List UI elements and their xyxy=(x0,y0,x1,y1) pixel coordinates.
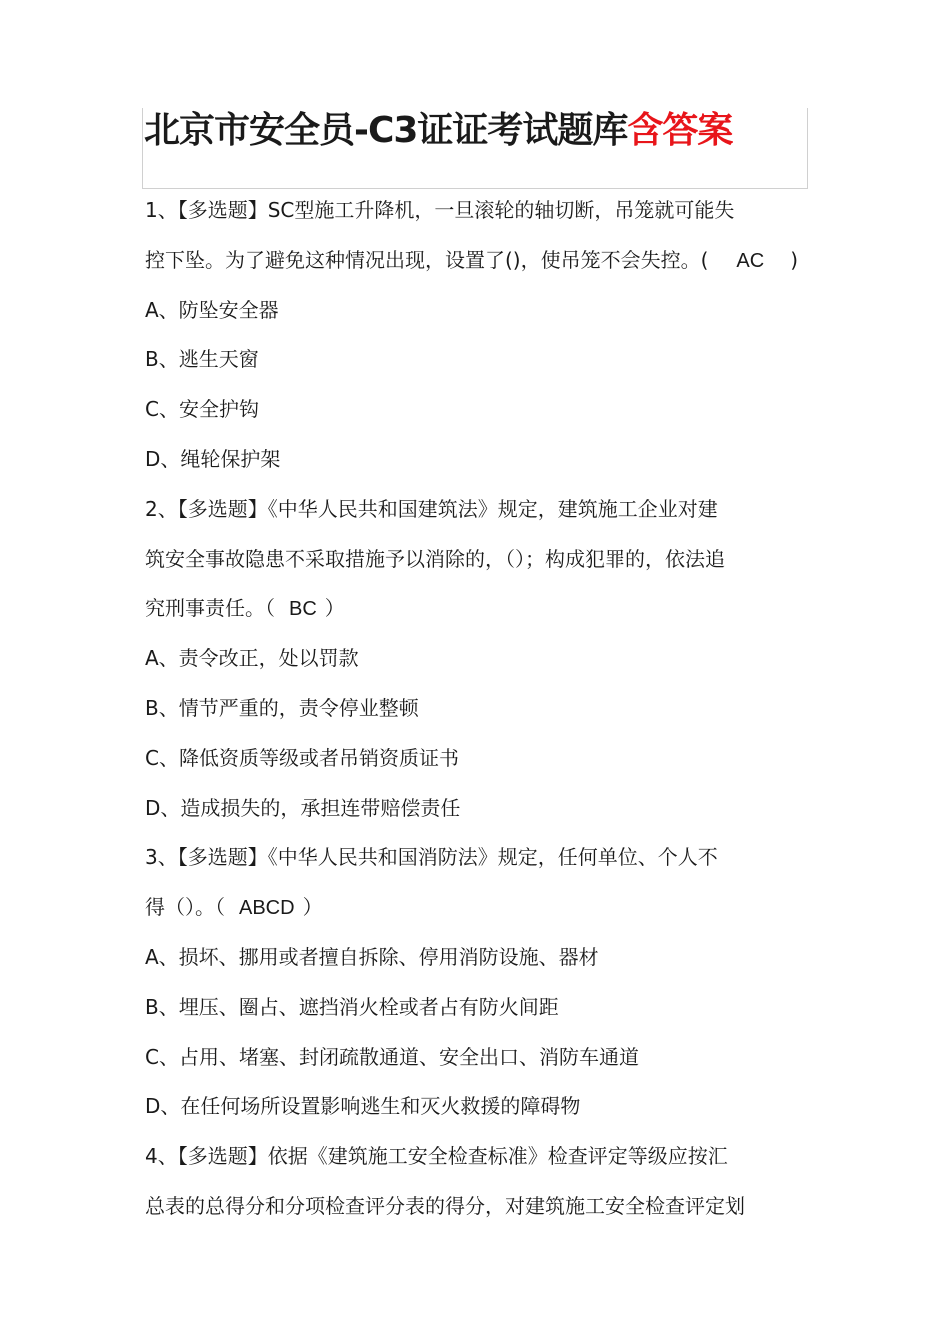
q4-stem-line-2: 总表的总得分和分项检查评分表的得分，对建筑施工安全检查评定划 xyxy=(145,1193,745,1218)
q2-stem-line-2: 筑安全事故隐患不采取措施予以消除的，（）；构成犯罪的，依法追 xyxy=(145,546,725,571)
q2-stem-line-1: 2、【多选题】《中华人民共和国建筑法》规定，建筑施工企业对建 xyxy=(145,496,718,521)
q1-option-b: B、逃生天窗 xyxy=(145,347,259,372)
q2-option-b: B、情节严重的，责令停业整顿 xyxy=(145,695,419,720)
q2-answer-close: ） xyxy=(324,596,345,621)
q1-stem-line-1: 1、【多选题】SC型施工升降机，一旦滚轮的轴切断，吊笼就可能失 xyxy=(145,198,735,222)
document-title xyxy=(144,106,732,156)
q1-option-a: A、防坠安全器 xyxy=(145,297,279,322)
q1-stem-text: 控下坠。为了避免这种情况出现，设置了()，使吊笼不会失控。( xyxy=(145,247,709,272)
title-main: 北京市安全员-C3证证考试题库 xyxy=(144,110,628,151)
q3-answer-close: ） xyxy=(302,895,323,920)
q3-stem-text: 得（）。（ xyxy=(145,895,225,920)
q2-answer: BC xyxy=(289,598,317,621)
q2-option-c: C、降低资质等级或者吊销资质证书 xyxy=(145,745,459,770)
q4-stem-line-1: 4、【多选题】依据《建筑施工安全检查标准》检查评定等级应按汇 xyxy=(145,1144,728,1169)
q1-answer: AC xyxy=(736,249,765,272)
q2-stem-line-3 xyxy=(145,584,810,634)
q3-option-d: D、在任何场所设置影响逃生和灭火救援的障碍物 xyxy=(145,1094,581,1119)
q3-answer: ABCD xyxy=(239,897,295,920)
q3-option-b: B、埋压、圈占、遮挡消火栓或者占有防火间距 xyxy=(145,994,559,1019)
q1-option-c: C、安全护钩 xyxy=(145,397,259,422)
q3-stem-line-1: 3、【多选题】《中华人民共和国消防法》规定，任何单位、个人不 xyxy=(145,845,718,870)
question-list xyxy=(145,186,810,1232)
q3-option-c: C、占用、堵塞、封闭疏散通道、安全出口、消防车通道 xyxy=(145,1044,639,1069)
q1-option-d: D、绳轮保护架 xyxy=(145,446,281,471)
q2-stem-text: 究刑事责任。（ xyxy=(145,596,275,621)
q1-answer-close: ) xyxy=(790,247,799,272)
q3-stem-line-2 xyxy=(145,883,810,933)
q1-stem-line-2 xyxy=(145,236,810,286)
title-highlight: 含答案 xyxy=(627,110,733,151)
q2-option-d: D、造成损失的，承担连带赔偿责任 xyxy=(145,795,461,820)
q2-option-a: A、责令改正，处以罚款 xyxy=(145,646,359,671)
q3-option-a: A、损坏、挪用或者擅自拆除、停用消防设施、器材 xyxy=(145,944,599,969)
